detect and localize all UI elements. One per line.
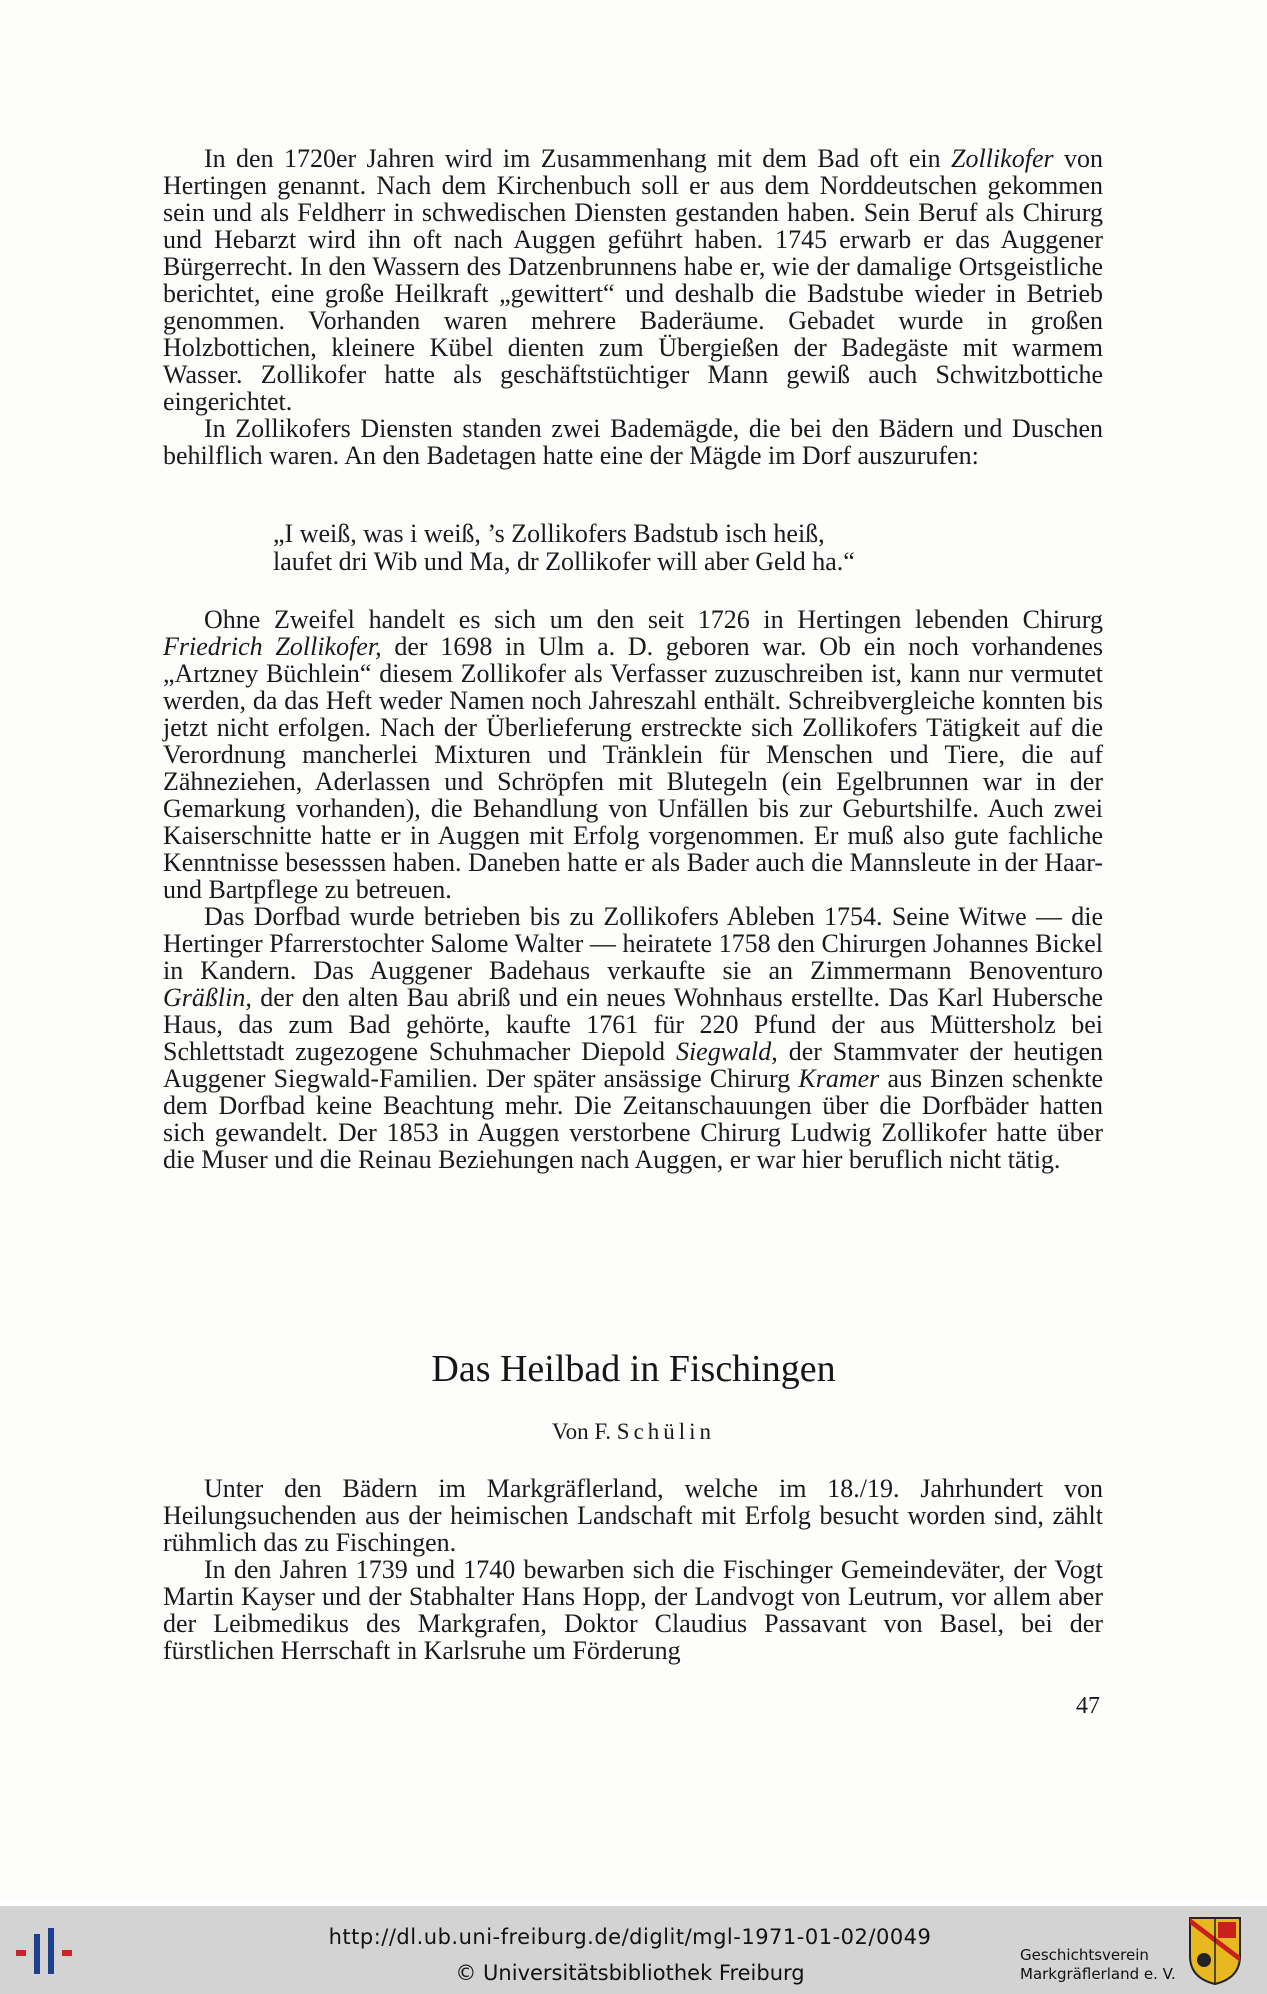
text-block-zollikofer: [163, 145, 1103, 469]
ub-freiburg-logo-icon[interactable]: [14, 1928, 82, 1978]
text-run: von Hertingen genannt. Nach dem Kirchenbuch soll er aus dem Norddeutschen gekommen sein und als Feldherr in schwedischen Diensten gestanden haben. Sein Beruf als Chirurg und Hebarzt wird ihn oft nach Auggen geführt haben. 1745 erwarb er das Auggener Bürgerrecht. In den Wassern des Datzenbrunnens habe er, wie der damalige Ortsgeistliche berichtet, eine große Heilkraft „gewittert“ und deshalb die Badstube wieder in Betrieb genommen. Vorhanden waren mehrere Baderäume. Gebadet wurde in großen Holzbottichen, kleinere Kübel dienten zum Übergießen der Badegäste mit warmem Wasser. Zollikofer hatte als geschäftstüchtiger Mann gewiß auch Schwitzbottiche eingerichtet.: [163, 144, 1103, 416]
italic-name: Siegwald,: [675, 1037, 778, 1066]
article-title: Das Heilbad in Fischingen: [431, 1348, 836, 1390]
text-run: In den Jahren 1739 und 1740 bewarben sich die Fischinger Gemeindeväter, der Vogt Martin Kayser und der Stabhalter Hans Hopp, der Landvogt von Leutrum, vor allem aber der Leibmedikus des Markgrafen, Doktor Claudius Passavant von Basel, bei der fürstlichen Herrschaft in Karlsruhe um Förderung: [163, 1555, 1103, 1665]
text-run: In den 1720er Jahren wird im Zusammenhang mit dem Bad oft ein: [204, 144, 952, 173]
text-block-friedrich: [163, 606, 1103, 1173]
paragraph: [163, 415, 1103, 469]
footer-url-link[interactable]: http://dl.ub.uni-freiburg.de/diglit/mgl-1971-01-02/0049: [328, 1925, 932, 1949]
author-prefix: Von F.: [551, 1419, 612, 1444]
text-run: der 1698 in Ulm a. D. geboren war. Ob ein noch vorhandenes „Artzney Büchlein“ diesem Zollikofer als Verfasser zuzuschreiben ist, kann nur vermutet werden, da das Heft weder Namen noch Jahreszahl enthält. Schreibvergleiche konnten bis jetzt nicht erfolgen. Nach der Überlieferung erstreckte sich Zollikofers Tätigkeit auf die Verordnung mancherlei Mixturen und Tränklein für Menschen und Tiere, die auf Zähneziehen, Aderlassen und Schröpfen mit Blutegeln (ein Egelbrunnen war in der Gemarkung vorhanden), die Behandlung von Unfällen bis zur Geburtshilfe. Auch zwei Kaiserschnitte hatte er in Auggen mit Erfolg vorgenommen. Er muß also gute fachliche Kenntnisse besesssen haben. Daneben hatte er als Bader auch die Mannsleute in der Haar- und Bartpflege zu betreuen.: [163, 632, 1103, 904]
italic-name: Friedrich Zollikofer,: [163, 632, 382, 661]
society-line-1: Geschichtsverein: [1020, 1946, 1149, 1964]
paragraph: [163, 145, 1103, 415]
paragraph: [163, 903, 1103, 1173]
dialect-quote: [273, 520, 1073, 576]
text-block-fischingen: [163, 1475, 1103, 1664]
paragraph: [163, 1475, 1103, 1556]
text-run: der den alten Bau abriß und ein neues Wohnhaus erstellte. Das Karl Hubersche Haus, das zum Bad gehörte, kaufte 1761 für 220 Pfund der aus Müttersholz bei Schlettstadt zugezogene Schuhmacher Diepold: [163, 983, 1103, 1066]
text-run: In Zollikofers Diensten standen zwei Bademägde, die bei den Bädern und Duschen behilflich waren. An den Badetagen hatte eine der Mägde im Dorf auszurufen:: [163, 414, 1103, 470]
author-name: Schülin: [616, 1419, 716, 1444]
paragraph: [163, 1556, 1103, 1664]
text-run: Das Dorfbad wurde betrieben bis zu Zollikofers Ableben 1754. Seine Witwe — die Hertinger Pfarrerstochter Salome Walter — heiratete 1758 den Chirurgen Johannes Bickel in Kandern. Das Auggener Badehaus verkaufte sie an Zimmermann Benoventuro: [163, 902, 1103, 985]
paragraph: [163, 606, 1103, 903]
footer-bar: [0, 1906, 1267, 1994]
quote-line-1: „I weiß, was i weiß, ’s Zollikofers Badstub isch heiß,: [273, 519, 825, 548]
italic-name: Zollikofer: [951, 144, 1054, 173]
quote-line-2: laufet dri Wib und Ma, dr Zollikofer will aber Geld ha.“: [273, 547, 855, 576]
text-run: aus Binzen schenkte dem Dorfbad keine Beachtung mehr. Die Zeitanschauungen über die Dorfbäder hatten sich gewandelt. Der 1853 in Auggen verstorbene Chirurg Ludwig Zollikofer hatte über die Muser und die Reinau Beziehungen nach Auggen, er war hier beruflich nicht tätig.: [163, 1064, 1103, 1174]
footer-copyright: © Universitätsbibliothek Freiburg: [455, 1961, 805, 1985]
article-author: [0, 1418, 1267, 1446]
text-run: Unter den Bädern im Markgräflerland, welche im 18./19. Jahrhundert von Heilungsuchenden aus der heimischen Landschaft mit Erfolg besucht worden sind, zählt rühmlich das zu Fischingen.: [163, 1474, 1103, 1557]
page-number: 47: [1076, 1693, 1100, 1719]
society-line-2: Markgräflerland e. V.: [1020, 1965, 1176, 1983]
italic-name: Gräßlin,: [163, 983, 252, 1012]
society-coat-of-arms-icon[interactable]: [1188, 1916, 1242, 1986]
text-run: Ohne Zweifel handelt es sich um den seit 1726 in Hertingen lebenden Chirurg: [204, 605, 1103, 634]
text-run: der Stammvater der heutigen Auggener Siegwald-Familien. Der später ansässige Chirurg: [163, 1037, 1103, 1093]
italic-name: Kramer: [798, 1064, 880, 1093]
footer-society-name: [1020, 1946, 1180, 1984]
